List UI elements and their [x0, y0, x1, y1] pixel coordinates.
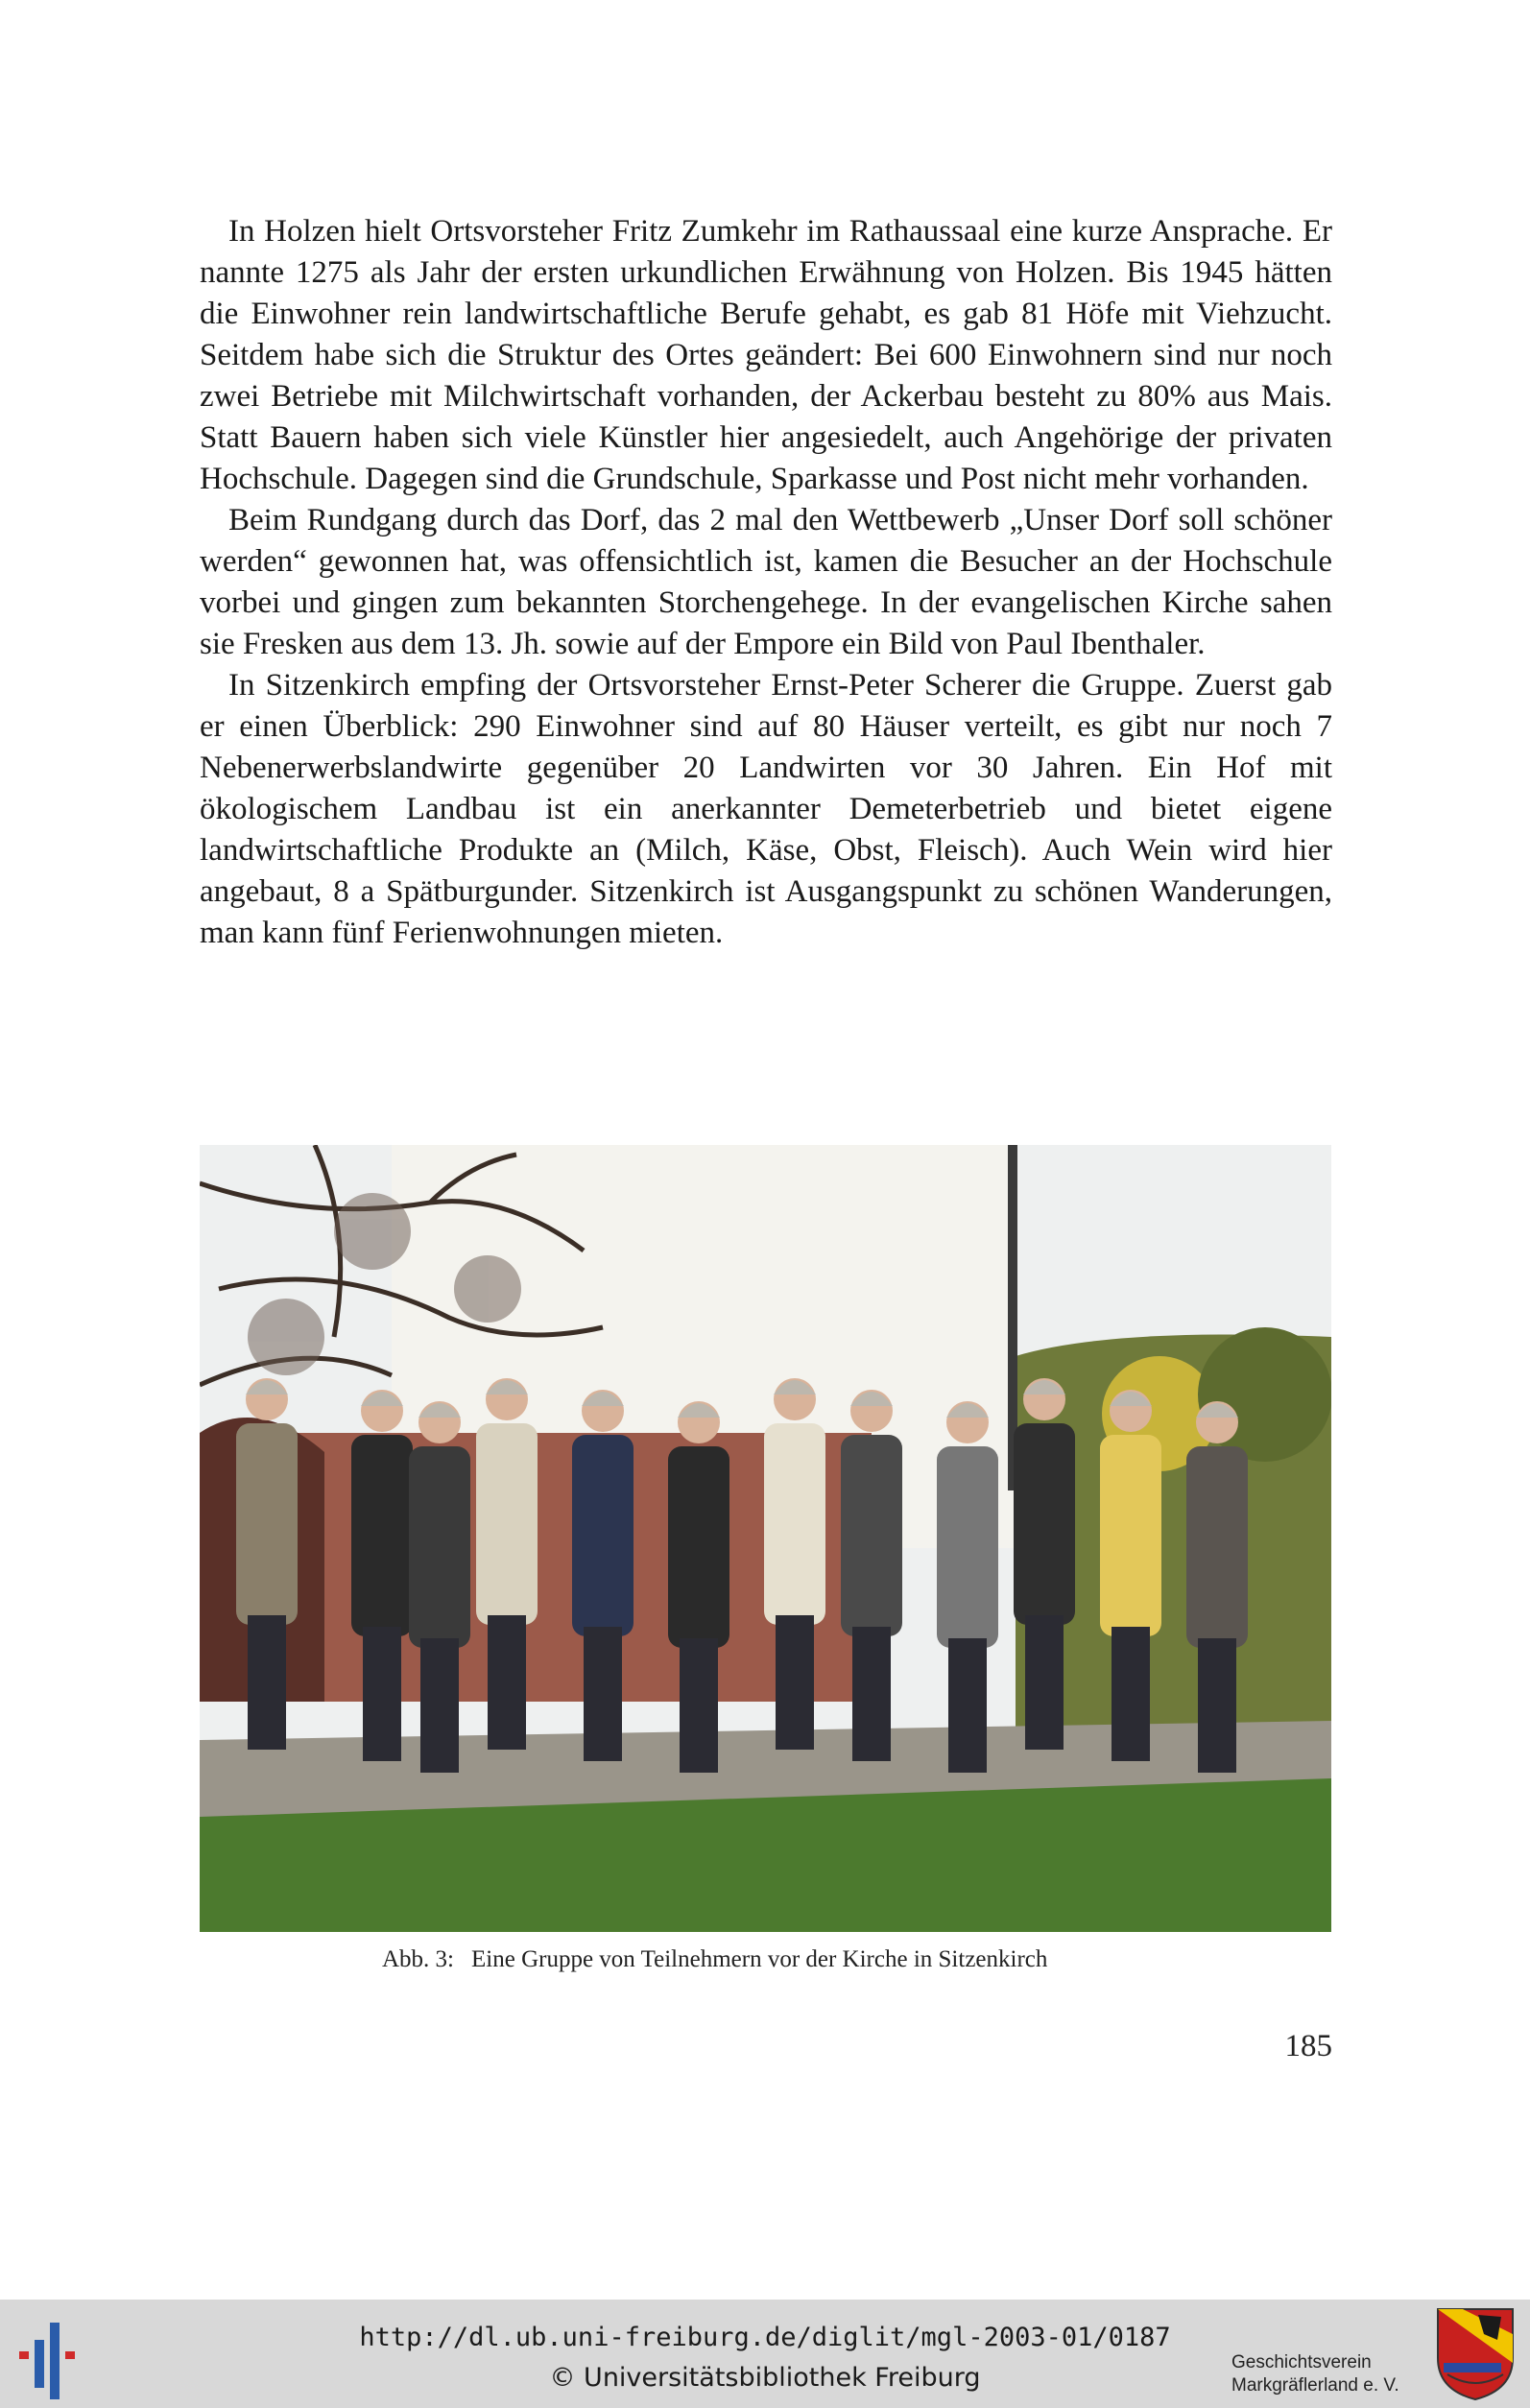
society-name	[1231, 2351, 1399, 2397]
footer-bar	[0, 2300, 1530, 2408]
society-crest-icon	[1434, 2305, 1517, 2401]
paragraph-rundgang: Beim Rundgang durch das Dorf, das 2 mal den Wettbewerb „Unser Dorf soll schöner werden“ gewonnen hat, was offensichtlich ist, kamen die Besucher an der Hochschule vorbei und gingen zum bekannten Storchengehege. In der evangelischen Kirche sahen sie Fresken aus dem 13. Jh. sowie auf der Empore ein Bild von Paul Ibenthaler.	[200, 503, 1332, 661]
article-body	[200, 211, 1332, 954]
society-line-2: Markgräflerland e. V.	[1231, 2375, 1399, 2396]
figure-label: Abb. 3:	[382, 1946, 454, 1972]
society-line-1: Geschichtsverein	[1231, 2352, 1372, 2372]
paragraph-sitzenkirch: In Sitzenkirch empfing der Ortsvorsteher Ernst-Peter Scherer die Gruppe. Zuerst gab er einen Überblick: 290 Einwohner sind auf 80 Häuser verteilt, es gibt nur noch 7 Nebenerwerbslandwirte gegenüber 20 Landwirten vor 30 Jahren. Ein Hof mit ökologischem Landbau ist ein anerkannter Demeterbetrieb und bietet eigene landwirtschaftliche Produkte an (Milch, Käse, Obst, Fleisch). Auch Wein wird hier angebaut, 8 a Spätburgunder. Sitzenkirch ist Ausgangspunkt zu schönen Wanderungen, man kann fünf Ferienwohnungen mieten.	[200, 668, 1332, 950]
group-photo	[200, 1145, 1331, 1932]
figure-caption	[382, 1946, 1047, 1973]
footer-copyright: © Universitätsbibliothek Freiburg	[549, 2363, 981, 2393]
group-photo-image	[200, 1145, 1331, 1932]
page-number: 185	[1284, 2029, 1332, 2063]
footer-url-link[interactable]: http://dl.ub.uni-freiburg.de/diglit/mgl-2003-01/0187	[359, 2323, 1171, 2352]
figure-caption-text: Eine Gruppe von Teilnehmern vor der Kirche in Sitzenkirch	[471, 1946, 1048, 1972]
paragraph-holzen: In Holzen hielt Ortsvorsteher Fritz Zumkehr im Rathaussaal eine kurze Ansprache. Er nannte 1275 als Jahr der ersten urkundlichen Erwähnung von Holzen. Bis 1945 hätten die Einwohner rein landwirtschaftliche Berufe gehabt, es gab 81 Höfe mit Viehzucht. Seitdem habe sich die Struktur des Ortes geändert: Bei 600 Einwohnern sind nur noch zwei Betriebe mit Milchwirtschaft vorhanden, der Ackerbau besteht zu 80% aus Mais. Statt Bauern haben sich viele Künstler hier angesiedelt, auch Angehörige der privaten Hochschule. Dagegen sind die Grundschule, Sparkasse und Post nicht mehr vorhanden.	[200, 214, 1332, 496]
